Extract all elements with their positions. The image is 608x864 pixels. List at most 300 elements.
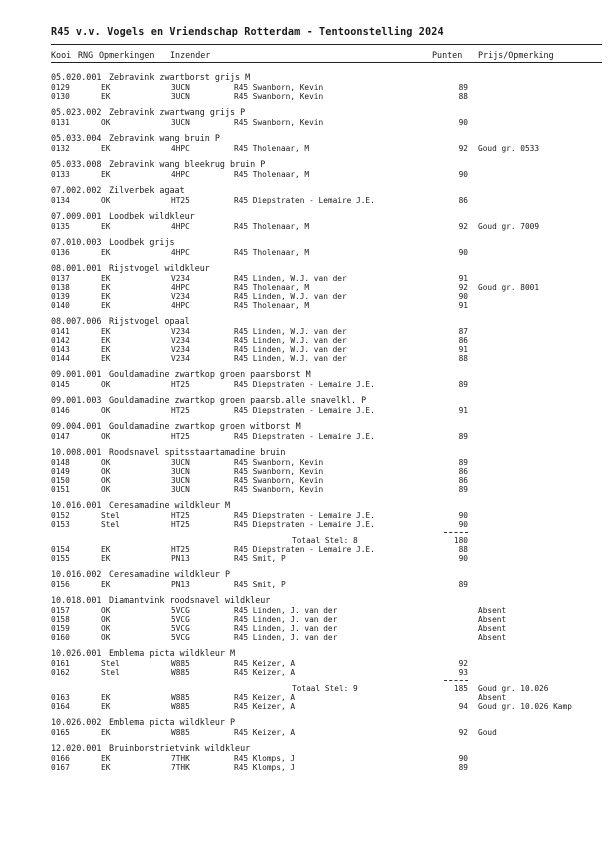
kooi-number: 0129 — [51, 83, 70, 92]
rng-value: EK — [101, 327, 111, 336]
prijs-value: Absent — [478, 693, 507, 702]
class-name: Zebravink wang bleekrug bruin — [109, 159, 256, 169]
totaal-row — [0, 684, 608, 693]
class-code: 08.007.006 — [51, 316, 102, 326]
kooi-number: 0150 — [51, 476, 70, 485]
inzender-name: R45 Keizer, A — [234, 702, 296, 711]
class-heading — [51, 237, 175, 247]
inzender-code: HT25 — [171, 520, 190, 529]
inzender-code: 4HPC — [171, 283, 190, 292]
inzender-name: R45 Linden, W.J. van der — [234, 327, 347, 336]
punten-value: 92 — [458, 659, 468, 668]
kooi-number: 0137 — [51, 274, 70, 283]
kooi-number: 0166 — [51, 754, 70, 763]
inzender-code: 5VCG — [171, 633, 190, 642]
punten-value: 88 — [458, 545, 468, 554]
rng-value: EK — [101, 301, 111, 310]
inzender-code: 3UCN — [171, 467, 190, 476]
punten-value: 92 — [458, 222, 468, 231]
class-heading — [51, 369, 311, 379]
inzender-name: R45 Linden, J. van der — [234, 615, 338, 624]
inzender-code: HT25 — [171, 196, 190, 205]
class-code: 10.026.001 — [51, 648, 102, 658]
punten-value: 89 — [458, 458, 468, 467]
rng-value: EK — [101, 345, 111, 354]
class-name: Gouldamadine zwartkop groen witborst — [109, 421, 291, 431]
inzender-code: 3UCN — [171, 485, 190, 494]
inzender-name: R45 Swanborn, Kevin — [234, 467, 324, 476]
class-name: Rijstvogel wildkleur — [109, 263, 210, 273]
inzender-name: R45 Keizer, A — [234, 728, 296, 737]
kooi-number: 0132 — [51, 144, 70, 153]
punten-value: 88 — [458, 354, 468, 363]
table-row — [0, 763, 608, 772]
inzender-name: R45 Klomps, J — [234, 763, 296, 772]
class-name: Roodsnavel spitsstaartamadine bruin — [109, 447, 286, 457]
rng-value: OK — [101, 196, 111, 205]
kooi-number: 0142 — [51, 336, 70, 345]
punten-value: 92 — [458, 283, 468, 292]
class-heading — [51, 133, 220, 143]
inzender-name: R45 Swanborn, Kevin — [234, 118, 324, 127]
class-sex: M — [245, 72, 251, 82]
inzender-name: R45 Linden, W.J. van der — [234, 292, 347, 301]
header-rule-bottom — [51, 62, 602, 63]
class-heading — [51, 211, 195, 221]
inzender-name: R45 Tholenaar, M — [234, 222, 310, 231]
kooi-number: 0161 — [51, 659, 70, 668]
punten-value: 89 — [458, 580, 468, 589]
class-code: 10.008.001 — [51, 447, 102, 457]
inzender-code: 4HPC — [171, 144, 190, 153]
table-row — [0, 248, 608, 257]
inzender-name: R45 Diepstraten - Lemaire J.E. — [234, 511, 375, 520]
class-name: Diamantvink roodsnavel wildkleur — [109, 595, 271, 605]
class-name: Ceresamadine wildkleur — [109, 500, 220, 510]
kooi-number: 0155 — [51, 554, 70, 563]
table-row — [0, 118, 608, 127]
table-row — [0, 458, 608, 467]
inzender-code: 5VCG — [171, 624, 190, 633]
class-code: 10.016.001 — [51, 500, 102, 510]
kooi-number: 0138 — [51, 283, 70, 292]
punten-value: 94 — [458, 702, 468, 711]
inzender-name: R45 Diepstraten - Lemaire J.E. — [234, 432, 375, 441]
inzender-code: W885 — [171, 659, 190, 668]
inzender-code: HT25 — [171, 511, 190, 520]
inzender-name: R45 Diepstraten - Lemaire J.E. — [234, 380, 375, 389]
punten-value: 86 — [458, 336, 468, 345]
class-heading — [51, 395, 366, 405]
punten-value: 90 — [458, 754, 468, 763]
header-rule-top — [51, 44, 602, 45]
kooi-number: 0159 — [51, 624, 70, 633]
punten-value: 90 — [458, 248, 468, 257]
inzender-name: R45 Linden, W.J. van der — [234, 336, 347, 345]
header-punten: Punten — [432, 50, 463, 60]
rng-value: OK — [101, 606, 111, 615]
table-row — [0, 336, 608, 345]
kooi-number: 0144 — [51, 354, 70, 363]
inzender-name: R45 Diepstraten - Lemaire J.E. — [234, 406, 375, 415]
table-row — [0, 754, 608, 763]
inzender-name: R45 Keizer, A — [234, 668, 296, 677]
class-heading — [51, 447, 285, 457]
class-name: Zebravink zwartborst grijs — [109, 72, 241, 82]
class-code: 05.033.004 — [51, 133, 102, 143]
punten-value: 89 — [458, 763, 468, 772]
inzender-name: R45 Linden, J. van der — [234, 633, 338, 642]
kooi-number: 0160 — [51, 633, 70, 642]
inzender-code: 3UCN — [171, 83, 190, 92]
class-name: Gouldamadine zwartkop groen paarsborst — [109, 369, 301, 379]
class-heading — [51, 569, 230, 579]
class-name: Zebravink wang bruin — [109, 133, 210, 143]
inzender-code: 4HPC — [171, 170, 190, 179]
table-row — [0, 520, 608, 529]
inzender-name: R45 Diepstraten - Lemaire J.E. — [234, 545, 375, 554]
table-row — [0, 668, 608, 677]
inzender-code: 3UCN — [171, 118, 190, 127]
table-row — [0, 196, 608, 205]
inzender-name: R45 Linden, J. van der — [234, 606, 338, 615]
totaal-label: Totaal Stel: 8 — [292, 536, 358, 545]
table-row — [0, 354, 608, 363]
class-heading — [51, 717, 235, 727]
inzender-code: V234 — [171, 292, 190, 301]
rng-value: EK — [101, 354, 111, 363]
class-code: 09.004.001 — [51, 421, 102, 431]
class-heading — [51, 185, 185, 195]
punten-value: 91 — [458, 345, 468, 354]
kooi-number: 0149 — [51, 467, 70, 476]
inzender-name: R45 Tholenaar, M — [234, 301, 310, 310]
class-sex: M — [230, 648, 236, 658]
punten-value: 86 — [458, 196, 468, 205]
kooi-number: 0139 — [51, 292, 70, 301]
table-row — [0, 606, 608, 615]
punten-value: 89 — [458, 380, 468, 389]
inzender-name: R45 Linden, W.J. van der — [234, 274, 347, 283]
kooi-number: 0158 — [51, 615, 70, 624]
table-row — [0, 545, 608, 554]
class-heading — [51, 316, 190, 326]
table-row — [0, 511, 608, 520]
inzender-name: R45 Swanborn, Kevin — [234, 485, 324, 494]
total-divider — [444, 532, 468, 533]
class-code: 09.001.003 — [51, 395, 102, 405]
kooi-number: 0131 — [51, 118, 70, 127]
punten-value: 89 — [458, 432, 468, 441]
rng-value: EK — [101, 144, 111, 153]
rng-value: EK — [101, 754, 111, 763]
rng-value: OK — [101, 380, 111, 389]
kooi-number: 0145 — [51, 380, 70, 389]
class-sex: M — [295, 421, 301, 431]
inzender-name: R45 Diepstraten - Lemaire J.E. — [234, 196, 375, 205]
class-name: Bruinborstrietvink wildkleur — [109, 743, 251, 753]
totaal-punten: 185 — [453, 684, 468, 693]
class-name: Emblema picta wildkleur — [109, 648, 225, 658]
rng-value: OK — [101, 458, 111, 467]
punten-value: 90 — [458, 170, 468, 179]
inzender-code: PN13 — [171, 554, 190, 563]
kooi-number: 0146 — [51, 406, 70, 415]
rng-value: Stel — [101, 668, 120, 677]
inzender-code: 3UCN — [171, 458, 190, 467]
prijs-value: Absent — [478, 633, 507, 642]
class-code: 05.033.008 — [51, 159, 102, 169]
inzender-name: R45 Linden, W.J. van der — [234, 354, 347, 363]
prijs-value: Goud gr. 8001 — [478, 283, 540, 292]
inzender-name: R45 Swanborn, Kevin — [234, 476, 324, 485]
rng-value: EK — [101, 336, 111, 345]
class-name: Rijstvogel opaal — [109, 316, 190, 326]
inzender-code: 5VCG — [171, 615, 190, 624]
class-name: Ceresamadine wildkleur — [109, 569, 220, 579]
punten-value: 91 — [458, 406, 468, 415]
rng-value: OK — [101, 476, 111, 485]
inzender-code: W885 — [171, 702, 190, 711]
inzender-code: HT25 — [171, 432, 190, 441]
class-sex: M — [224, 500, 231, 510]
table-row — [0, 406, 608, 415]
inzender-code: W885 — [171, 693, 190, 702]
class-name: Loodbek wildkleur — [109, 211, 195, 221]
class-code: 07.010.003 — [51, 237, 102, 247]
inzender-code: V234 — [171, 327, 190, 336]
rng-value: EK — [101, 702, 111, 711]
class-heading — [51, 107, 245, 117]
kooi-number: 0130 — [51, 92, 70, 101]
inzender-name: R45 Smit, P — [234, 554, 286, 563]
punten-value: 86 — [458, 476, 468, 485]
rng-value: EK — [101, 83, 111, 92]
header-inzender: Inzender — [170, 50, 211, 60]
rng-value: OK — [101, 467, 111, 476]
kooi-number: 0162 — [51, 668, 70, 677]
class-sex: P — [361, 395, 367, 405]
inzender-name: R45 Swanborn, Kevin — [234, 458, 324, 467]
inzender-code: HT25 — [171, 545, 190, 554]
prijs-value: Absent — [478, 606, 507, 615]
inzender-code: 7THK — [171, 754, 190, 763]
table-row — [0, 580, 608, 589]
inzender-name: R45 Diepstraten - Lemaire J.E. — [234, 520, 375, 529]
rng-value: EK — [101, 545, 111, 554]
table-row — [0, 301, 608, 310]
total-divider — [444, 680, 468, 681]
punten-value: 89 — [458, 83, 468, 92]
punten-value: 89 — [458, 485, 468, 494]
class-code: 05.020.001 — [51, 72, 102, 82]
kooi-number: 0157 — [51, 606, 70, 615]
rng-value: EK — [101, 248, 111, 257]
prijs-value: Goud gr. 7009 — [478, 222, 540, 231]
kooi-number: 0153 — [51, 520, 70, 529]
header-kooi: Kooi — [51, 50, 72, 60]
rng-value: OK — [101, 432, 111, 441]
inzender-code: W885 — [171, 728, 190, 737]
header-prijs: Prijs/Opmerking — [478, 50, 554, 60]
kooi-number: 0148 — [51, 458, 70, 467]
punten-value: 87 — [458, 327, 468, 336]
rng-value: OK — [101, 118, 111, 127]
kooi-number: 0151 — [51, 485, 70, 494]
table-row — [0, 467, 608, 476]
inzender-name: R45 Tholenaar, M — [234, 283, 310, 292]
kooi-number: 0147 — [51, 432, 70, 441]
rng-value: EK — [101, 693, 111, 702]
kooi-number: 0164 — [51, 702, 70, 711]
inzender-code: 4HPC — [171, 248, 190, 257]
table-row — [0, 345, 608, 354]
table-row — [0, 633, 608, 642]
header-rng: RNG — [78, 50, 94, 60]
totaal-prijs: Goud gr. 10.026 — [478, 684, 549, 693]
table-row — [0, 485, 608, 494]
table-row — [0, 83, 608, 92]
kooi-number: 0165 — [51, 728, 70, 737]
punten-value: 90 — [458, 292, 468, 301]
punten-value: 92 — [458, 728, 468, 737]
kooi-number: 0152 — [51, 511, 70, 520]
class-code: 12.020.001 — [51, 743, 102, 753]
kooi-number: 0156 — [51, 580, 70, 589]
rng-value: EK — [101, 222, 111, 231]
table-row — [0, 92, 608, 101]
table-row — [0, 693, 608, 702]
kooi-number: 0140 — [51, 301, 70, 310]
table-row — [0, 432, 608, 441]
class-heading — [51, 743, 250, 753]
class-name: Emblema picta wildkleur — [109, 717, 225, 727]
prijs-value: Absent — [478, 624, 507, 633]
rng-value: EK — [101, 292, 111, 301]
rng-value: Stel — [101, 520, 120, 529]
table-row — [0, 702, 608, 711]
totaal-punten: 180 — [453, 536, 468, 545]
rng-value: Stel — [101, 659, 120, 668]
kooi-number: 0136 — [51, 248, 70, 257]
class-sex: P — [260, 159, 266, 169]
header-opmerkingen: Opmerkingen — [99, 50, 155, 60]
rng-value: EK — [101, 283, 111, 292]
inzender-name: R45 Tholenaar, M — [234, 248, 310, 257]
class-sex: P — [230, 717, 236, 727]
rng-value: OK — [101, 633, 111, 642]
punten-value: 91 — [458, 274, 468, 283]
inzender-name: R45 Swanborn, Kevin — [234, 92, 324, 101]
inzender-code: W885 — [171, 668, 190, 677]
table-row — [0, 327, 608, 336]
inzender-name: R45 Swanborn, Kevin — [234, 83, 324, 92]
kooi-number: 0163 — [51, 693, 70, 702]
kooi-number: 0141 — [51, 327, 70, 336]
rng-value: OK — [101, 406, 111, 415]
inzender-code: 7THK — [171, 763, 190, 772]
prijs-value: Absent — [478, 615, 507, 624]
rng-value: OK — [101, 485, 111, 494]
prijs-value: Goud gr. 0533 — [478, 144, 540, 153]
punten-value: 88 — [458, 92, 468, 101]
table-row — [0, 624, 608, 633]
class-sex: P — [224, 569, 231, 579]
table-row — [0, 144, 608, 153]
prijs-value: Goud gr. 10.026 Kamp — [478, 702, 572, 711]
inzender-code: HT25 — [171, 380, 190, 389]
table-row — [0, 615, 608, 624]
inzender-code: 5VCG — [171, 606, 190, 615]
inzender-code: V234 — [171, 345, 190, 354]
class-heading — [51, 72, 250, 82]
class-name: Gouldamadine zwartkop groen paarsb.alle snavelkl. — [109, 395, 357, 405]
rng-value: EK — [101, 170, 111, 179]
class-sex: M — [305, 369, 311, 379]
inzender-code: V234 — [171, 354, 190, 363]
class-name: Zebravink zwartwang grijs — [109, 107, 236, 117]
kooi-number: 0135 — [51, 222, 70, 231]
table-row — [0, 283, 608, 292]
rng-value: Stel — [101, 511, 120, 520]
table-row — [0, 659, 608, 668]
class-sex: P — [214, 133, 220, 143]
table-row — [0, 728, 608, 737]
class-code: 10.018.001 — [51, 595, 102, 605]
class-heading — [51, 263, 210, 273]
prijs-value: Goud — [478, 728, 497, 737]
inzender-name: R45 Keizer, A — [234, 693, 296, 702]
inzender-name: R45 Smit, P — [234, 580, 286, 589]
class-heading — [51, 421, 301, 431]
table-row — [0, 222, 608, 231]
table-row — [0, 554, 608, 563]
punten-value: 91 — [458, 301, 468, 310]
class-sex: P — [240, 107, 246, 117]
inzender-code: V234 — [171, 274, 190, 283]
totaal-row — [0, 536, 608, 545]
class-heading — [51, 500, 230, 510]
inzender-name: R45 Tholenaar, M — [234, 170, 310, 179]
table-row — [0, 292, 608, 301]
rng-value: EK — [101, 554, 111, 563]
kooi-number: 0143 — [51, 345, 70, 354]
class-code: 05.023.002 — [51, 107, 102, 117]
punten-value: 93 — [458, 668, 468, 677]
rng-value: EK — [101, 580, 111, 589]
rng-value: EK — [101, 763, 111, 772]
kooi-number: 0167 — [51, 763, 70, 772]
class-name: Zilverbek agaat — [109, 185, 185, 195]
table-row — [0, 170, 608, 179]
inzender-name: R45 Linden, J. van der — [234, 624, 338, 633]
class-code: 09.001.001 — [51, 369, 102, 379]
rng-value: EK — [101, 274, 111, 283]
class-heading — [51, 648, 235, 658]
class-code: 10.026.002 — [51, 717, 102, 727]
rng-value: OK — [101, 624, 111, 633]
table-row — [0, 476, 608, 485]
table-row — [0, 274, 608, 283]
class-heading — [51, 595, 270, 605]
inzender-name: R45 Tholenaar, M — [234, 144, 310, 153]
class-code: 07.002.002 — [51, 185, 102, 195]
punten-value: 90 — [458, 520, 468, 529]
class-name: Loodbek grijs — [109, 237, 175, 247]
table-row — [0, 380, 608, 389]
rng-value: OK — [101, 615, 111, 624]
rng-value: EK — [101, 728, 111, 737]
